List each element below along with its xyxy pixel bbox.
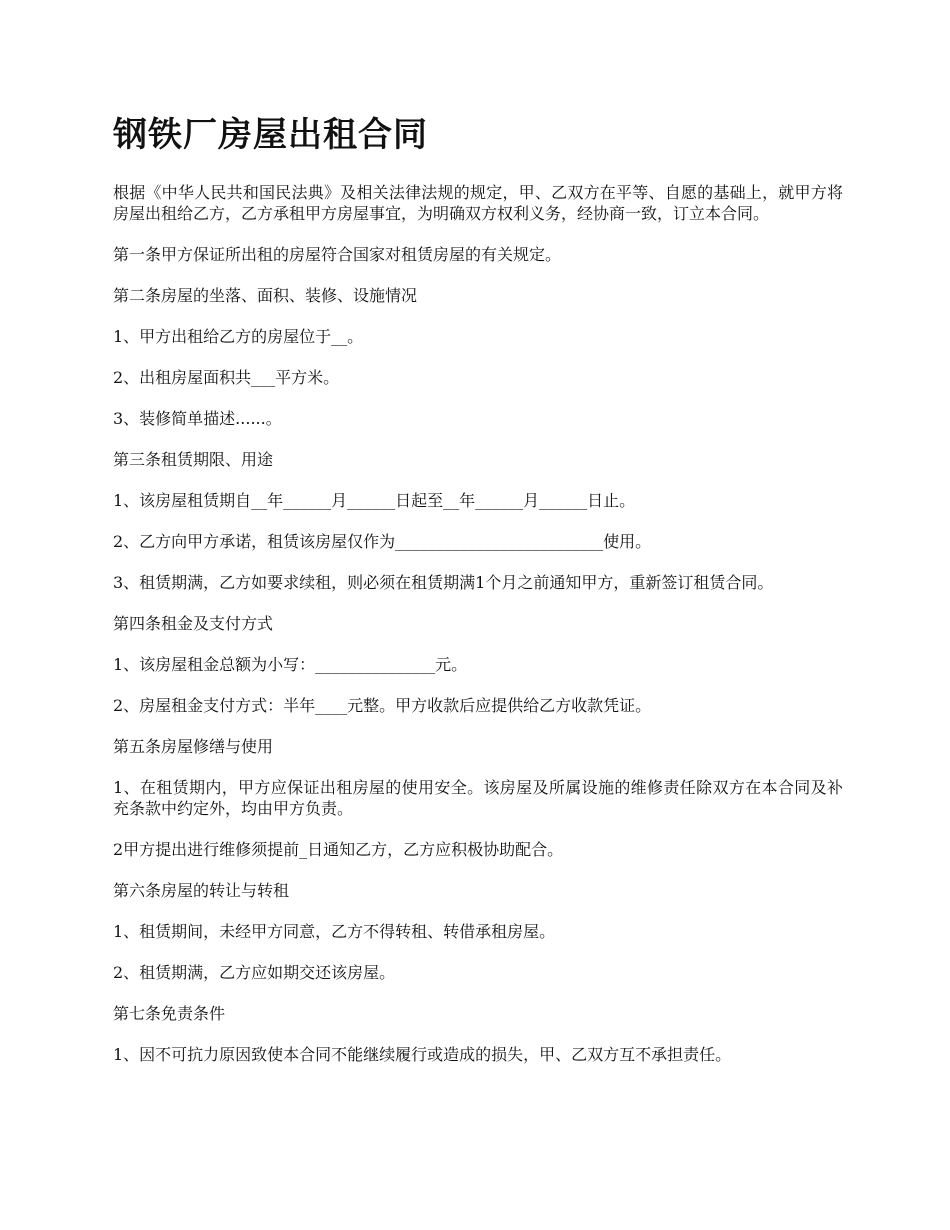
article-5-heading: 第五条房屋修缮与使用 bbox=[113, 737, 274, 756]
article-2-item-3: 3、装修简单描述......。 bbox=[113, 409, 282, 428]
article-1-heading: 第一条甲方保证所出租的房屋符合国家对租赁房屋的有关规定。 bbox=[113, 245, 562, 264]
document-title: 钢铁厂房屋出租合同 bbox=[113, 115, 428, 155]
article-3-heading: 第三条租赁期限、用途 bbox=[113, 450, 274, 469]
article-7-heading: 第七条免责条件 bbox=[113, 1004, 226, 1023]
document-page bbox=[113, 110, 843, 1085]
article-6-item-1: 1、租赁期间，未经甲方同意，乙方不得转租、转借承租房屋。 bbox=[113, 922, 556, 941]
article-7-item-1: 1、因不可抗力原因致使本合同不能继续履行或造成的损失，甲、乙双方互不承担责任。 bbox=[113, 1045, 732, 1064]
article-3-item-2: 2、乙方向甲方承诺，租赁该房屋仅作为__________________________使用。 bbox=[113, 532, 652, 551]
article-6-heading: 第六条房屋的转让与转租 bbox=[113, 881, 290, 900]
article-2-item-1: 1、甲方出租给乙方的房屋位于__。 bbox=[113, 327, 364, 346]
article-5-item-1: 1、在租赁期内，甲方应保证出租房屋的使用安全。该房屋及所属设施的维修责任除双方在本合同及补充条款中约定外，均由甲方负责。 bbox=[113, 778, 843, 818]
article-3-item-3: 3、租赁期满，乙方如要求续租，则必须在租赁期满1个月之前通知甲方，重新签订租赁合同。 bbox=[113, 573, 774, 592]
preamble-paragraph: 根据《中华人民共和国民法典》及相关法律法规的规定，甲、乙双方在平等、自愿的基础上，就甲方将房屋出租给乙方，乙方承租甲方房屋事宜，为明确双方权利义务，经协商一致，订立本合同。 bbox=[113, 183, 843, 223]
article-3-item-1: 1、该房屋租赁期自__年______月______日起至__年______月______日止。 bbox=[113, 491, 636, 510]
article-2-heading: 第二条房屋的坐落、面积、装修、设施情况 bbox=[113, 286, 418, 305]
article-4-item-2: 2、房屋租金支付方式：半年____元整。甲方收款后应提供给乙方收款凭证。 bbox=[113, 696, 652, 715]
article-5-item-2: 2甲方提出进行维修须提前_日通知乙方，乙方应积极协助配合。 bbox=[113, 840, 564, 859]
article-4-item-1: 1、该房屋租金总额为小写：_______________元。 bbox=[113, 655, 468, 674]
article-4-heading: 第四条租金及支付方式 bbox=[113, 614, 274, 633]
article-2-item-2: 2、出租房屋面积共___平方米。 bbox=[113, 368, 340, 387]
article-6-item-2: 2、租赁期满，乙方应如期交还该房屋。 bbox=[113, 963, 396, 982]
